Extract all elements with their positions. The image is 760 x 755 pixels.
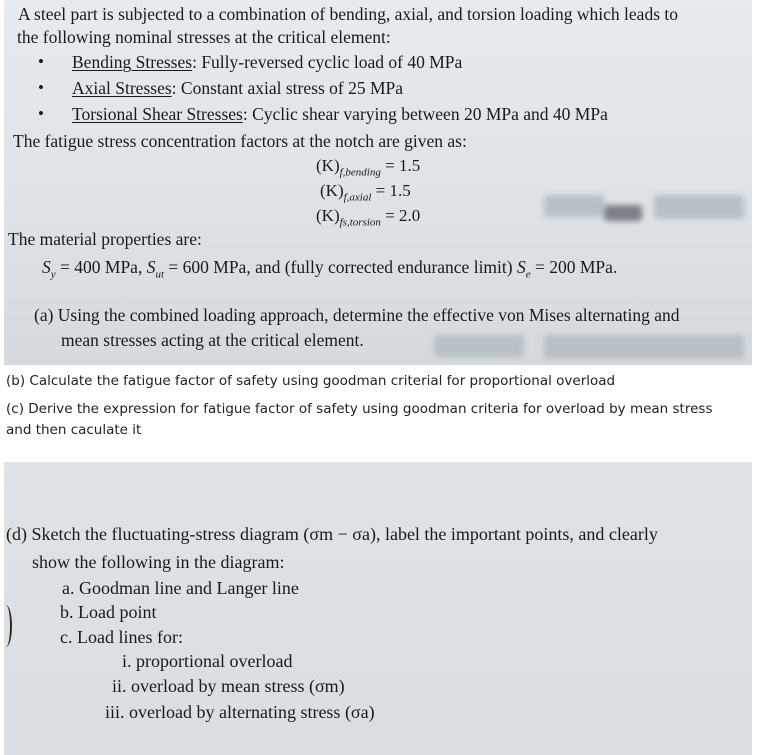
factor-bending: $(K)_{f,bending} = 1.5$ xyxy=(316,156,421,179)
bullet-icon: • xyxy=(38,52,44,71)
problem-photo-top xyxy=(4,0,752,365)
intro-line-2: the following nominal stresses at the critical element: xyxy=(17,27,391,47)
part-a-line-1: (a) Using the combined loading approach, determine the effective von Mises alternating and xyxy=(34,305,680,325)
part-c-line-2: and then caculate it xyxy=(6,422,142,438)
bullet-icon: • xyxy=(38,78,44,97)
factor-axial: $(K)_{f,axial} = 1.5$ xyxy=(320,181,411,204)
part-d-item-b: b. Load point xyxy=(60,602,157,622)
part-b-text: (b) Calculate the fatigue factor of safety using goodman criterial for proportional overload xyxy=(6,373,616,389)
stress-item-torsion: Torsional Shear Stresses: Cyclic shear varying between 20 MPa and 40 MPa xyxy=(72,104,608,124)
factors-intro: The fatigue stress concentration factors at the notch are given as: xyxy=(13,131,467,151)
redaction-blur xyxy=(544,335,744,359)
material-properties: $S_y = 400$ MPa, $S_{ut} = 600$ MPa, and (fully corrected endurance limit) $S_e = 200$ MPa. xyxy=(42,257,618,281)
problem-photo-bottom xyxy=(4,462,752,755)
redaction-blur xyxy=(604,205,642,221)
redaction-blur xyxy=(654,195,744,219)
factor-torsion: $(K)_{fs,torsion} = 2.0$ xyxy=(316,206,421,229)
material-heading: The material properties are: xyxy=(8,229,202,249)
margin-bracket-mark xyxy=(0,605,12,647)
part-d-subitem-ii: ii. overload by mean stress (σm) xyxy=(112,676,345,696)
intro-line-1: A steel part is subjected to a combination of bending, axial, and torsion loading which leads to xyxy=(18,4,678,24)
bullet-icon: • xyxy=(38,104,44,123)
part-c-line-1: (c) Derive the expression for fatigue factor of safety using goodman criteria for overload by mean stress xyxy=(6,401,713,417)
part-d-item-a: a. Goodman line and Langer line xyxy=(62,578,299,598)
stress-item-bending: Bending Stresses: Fully-reversed cyclic load of 40 MPa xyxy=(72,52,463,72)
redaction-blur xyxy=(434,335,524,357)
part-a-line-2: mean stresses acting at the critical element. xyxy=(61,330,364,350)
part-d-subitem-iii: iii. overload by alternating stress (σa) xyxy=(105,702,375,722)
part-d-item-c: c. Load lines for: xyxy=(60,627,183,647)
part-d-line-2: show the following in the diagram: xyxy=(32,552,285,572)
part-d-subitem-i: i. proportional overload xyxy=(122,651,293,671)
stress-item-axial: Axial Stresses: Constant axial stress of 25 MPa xyxy=(72,78,404,98)
redaction-blur xyxy=(544,195,604,217)
part-d-line-1: (d) Sketch the fluctuating-stress diagram (σm − σa), label the important points, and clearly xyxy=(6,524,658,544)
